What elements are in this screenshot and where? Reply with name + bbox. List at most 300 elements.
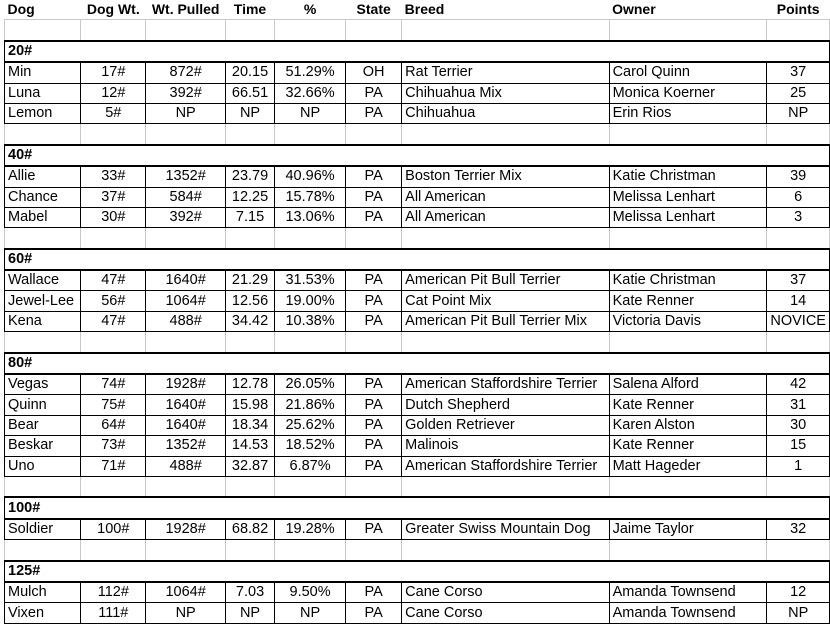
cell-dog: Uno xyxy=(5,456,81,476)
cell-owner: Monica Koerner xyxy=(609,83,767,103)
column-header-weight-pulled: Wt. Pulled xyxy=(146,0,226,20)
spacer-cell xyxy=(402,20,609,41)
cell-dog: Allie xyxy=(5,166,81,187)
cell-weight-pulled: 1064# xyxy=(146,291,226,311)
spacer-cell xyxy=(402,540,609,561)
cell-weight-pulled: NP xyxy=(146,603,226,623)
weight-class-label: 20# xyxy=(5,41,81,62)
weight-class-filler xyxy=(81,353,146,374)
cell-owner: Melissa Lenhart xyxy=(609,207,767,227)
spacer-cell xyxy=(346,124,402,145)
cell-time: 21.29 xyxy=(226,270,275,291)
weight-class-filler xyxy=(609,41,767,62)
weight-class-filler xyxy=(226,145,275,166)
cell-breed: All American xyxy=(402,187,609,207)
spacer-cell xyxy=(5,124,81,145)
table-row xyxy=(5,103,830,123)
cell-owner: Victoria Davis xyxy=(609,311,767,331)
spacer-cell xyxy=(5,228,81,249)
cell-breed: Cat Point Mix xyxy=(402,291,609,311)
spacer-row xyxy=(5,332,830,353)
table-row xyxy=(5,291,830,311)
cell-time: 20.15 xyxy=(226,62,275,83)
spacer-cell xyxy=(81,332,146,353)
spacer-row xyxy=(5,476,830,497)
cell-owner: Katie Christman xyxy=(609,270,767,291)
weight-class-filler xyxy=(402,145,609,166)
cell-weight-pulled: 872# xyxy=(146,62,226,83)
weight-class-row xyxy=(5,249,830,270)
weight-class-filler xyxy=(81,41,146,62)
spacer-cell xyxy=(402,124,609,145)
cell-weight-pulled: 1928# xyxy=(146,374,226,395)
column-header-dog: Dog xyxy=(5,0,81,20)
cell-percent: 26.05% xyxy=(274,374,345,395)
cell-time: 23.79 xyxy=(226,166,275,187)
spacer-cell xyxy=(346,476,402,497)
weight-class-row xyxy=(5,497,830,518)
spacer-cell xyxy=(346,540,402,561)
cell-dog: Soldier xyxy=(5,519,81,540)
cell-breed: American Staffordshire Terrier xyxy=(402,456,609,476)
spacer-row xyxy=(5,20,830,41)
cell-weight-pulled: 1352# xyxy=(146,166,226,187)
results-table-body xyxy=(5,0,830,623)
weight-class-filler xyxy=(402,249,609,270)
weight-class-filler xyxy=(226,41,275,62)
cell-dog-weight: 12# xyxy=(81,83,146,103)
cell-time: 14.53 xyxy=(226,436,275,456)
weight-class-filler xyxy=(402,497,609,518)
weight-class-filler xyxy=(146,561,226,582)
results-table xyxy=(4,0,830,624)
cell-percent: 18.52% xyxy=(274,436,345,456)
spacer-cell xyxy=(146,124,226,145)
spacer-row xyxy=(5,540,830,561)
cell-percent: 31.53% xyxy=(274,270,345,291)
spacer-cell xyxy=(609,540,767,561)
weight-class-filler xyxy=(146,41,226,62)
weight-class-filler xyxy=(226,249,275,270)
cell-points: 1 xyxy=(767,456,830,476)
spacer-cell xyxy=(767,332,830,353)
weight-class-filler xyxy=(402,353,609,374)
cell-points: 14 xyxy=(767,291,830,311)
spacer-cell xyxy=(226,540,275,561)
weight-class-filler xyxy=(274,353,345,374)
cell-dog-weight: 73# xyxy=(81,436,146,456)
spacer-cell xyxy=(146,476,226,497)
weight-class-filler xyxy=(274,145,345,166)
spacer-cell xyxy=(609,476,767,497)
cell-dog: Mulch xyxy=(5,582,81,603)
spacer-cell xyxy=(146,20,226,41)
cell-owner: Jaime Taylor xyxy=(609,519,767,540)
cell-dog: Bear xyxy=(5,415,81,435)
weight-class-filler xyxy=(346,353,402,374)
cell-weight-pulled: 1640# xyxy=(146,270,226,291)
spacer-cell xyxy=(5,540,81,561)
table-row xyxy=(5,207,830,227)
table-row xyxy=(5,187,830,207)
cell-percent: 6.87% xyxy=(274,456,345,476)
cell-state: PA xyxy=(346,436,402,456)
weight-class-label: 60# xyxy=(5,249,81,270)
spacer-cell xyxy=(274,476,345,497)
cell-dog: Lemon xyxy=(5,103,81,123)
table-row xyxy=(5,519,830,540)
cell-weight-pulled: 1640# xyxy=(146,415,226,435)
spacer-cell xyxy=(81,228,146,249)
weight-class-label: 80# xyxy=(5,353,81,374)
cell-state: PA xyxy=(346,519,402,540)
cell-breed: Greater Swiss Mountain Dog xyxy=(402,519,609,540)
cell-owner: Melissa Lenhart xyxy=(609,187,767,207)
cell-percent: 25.62% xyxy=(274,415,345,435)
cell-dog-weight: 17# xyxy=(81,62,146,83)
cell-state: PA xyxy=(346,603,402,623)
column-header-breed: Breed xyxy=(402,0,609,20)
cell-breed: Boston Terrier Mix xyxy=(402,166,609,187)
cell-weight-pulled: 488# xyxy=(146,456,226,476)
cell-weight-pulled: 584# xyxy=(146,187,226,207)
spacer-cell xyxy=(402,332,609,353)
cell-breed: Chihuahua xyxy=(402,103,609,123)
table-row xyxy=(5,62,830,83)
cell-dog-weight: 5# xyxy=(81,103,146,123)
cell-time: 18.34 xyxy=(226,415,275,435)
weight-class-filler xyxy=(226,497,275,518)
cell-points: 25 xyxy=(767,83,830,103)
table-row xyxy=(5,166,830,187)
cell-dog-weight: 100# xyxy=(81,519,146,540)
cell-time: 15.98 xyxy=(226,395,275,415)
spacer-cell xyxy=(146,540,226,561)
spacer-cell xyxy=(609,124,767,145)
cell-breed: American Pit Bull Terrier xyxy=(402,270,609,291)
spacer-cell xyxy=(81,124,146,145)
spacer-cell xyxy=(609,20,767,41)
weight-class-filler xyxy=(274,561,345,582)
cell-dog: Quinn xyxy=(5,395,81,415)
cell-dog-weight: 64# xyxy=(81,415,146,435)
spacer-cell xyxy=(767,124,830,145)
cell-points: NP xyxy=(767,603,830,623)
spacer-row xyxy=(5,228,830,249)
cell-dog-weight: 112# xyxy=(81,582,146,603)
weight-class-filler xyxy=(346,249,402,270)
cell-dog-weight: 74# xyxy=(81,374,146,395)
weight-class-filler xyxy=(767,41,830,62)
cell-owner: Amanda Townsend xyxy=(609,582,767,603)
table-row xyxy=(5,311,830,331)
weight-class-row xyxy=(5,145,830,166)
cell-owner: Katie Christman xyxy=(609,166,767,187)
cell-dog-weight: 56# xyxy=(81,291,146,311)
cell-time: 32.87 xyxy=(226,456,275,476)
cell-state: OH xyxy=(346,62,402,83)
spacer-cell xyxy=(5,332,81,353)
cell-dog: Vixen xyxy=(5,603,81,623)
cell-points: 12 xyxy=(767,582,830,603)
spacer-cell xyxy=(402,228,609,249)
cell-points: 15 xyxy=(767,436,830,456)
weight-class-filler xyxy=(346,561,402,582)
cell-owner: Erin Rios xyxy=(609,103,767,123)
weight-class-filler xyxy=(146,497,226,518)
weight-class-filler xyxy=(81,497,146,518)
cell-state: PA xyxy=(346,207,402,227)
cell-state: PA xyxy=(346,83,402,103)
cell-owner: Kate Renner xyxy=(609,395,767,415)
spacer-cell xyxy=(226,228,275,249)
spacer-cell xyxy=(274,228,345,249)
table-row xyxy=(5,395,830,415)
cell-percent: 32.66% xyxy=(274,83,345,103)
cell-owner: Karen Alston xyxy=(609,415,767,435)
cell-dog: Vegas xyxy=(5,374,81,395)
spacer-cell xyxy=(146,228,226,249)
weight-class-filler xyxy=(767,561,830,582)
spacer-cell xyxy=(767,540,830,561)
cell-time: 7.15 xyxy=(226,207,275,227)
cell-percent: 21.86% xyxy=(274,395,345,415)
cell-dog-weight: 71# xyxy=(81,456,146,476)
cell-weight-pulled: 1640# xyxy=(146,395,226,415)
cell-breed: American Pit Bull Terrier Mix xyxy=(402,311,609,331)
spacer-cell xyxy=(609,332,767,353)
table-row xyxy=(5,270,830,291)
weight-class-filler xyxy=(346,497,402,518)
cell-dog: Beskar xyxy=(5,436,81,456)
cell-state: PA xyxy=(346,374,402,395)
cell-time: 34.42 xyxy=(226,311,275,331)
cell-percent: 19.00% xyxy=(274,291,345,311)
spacer-cell xyxy=(402,476,609,497)
cell-points: 30 xyxy=(767,415,830,435)
weight-class-filler xyxy=(767,249,830,270)
weight-class-filler xyxy=(767,145,830,166)
table-row xyxy=(5,436,830,456)
weight-class-label: 100# xyxy=(5,497,81,518)
cell-time: 12.56 xyxy=(226,291,275,311)
column-header-owner: Owner xyxy=(609,0,767,20)
cell-dog: Min xyxy=(5,62,81,83)
weight-class-row xyxy=(5,41,830,62)
cell-time: 12.25 xyxy=(226,187,275,207)
spacer-cell xyxy=(226,332,275,353)
cell-owner: Kate Renner xyxy=(609,291,767,311)
cell-breed: Golden Retriever xyxy=(402,415,609,435)
weight-class-filler xyxy=(402,41,609,62)
table-row xyxy=(5,83,830,103)
column-header-dog-weight: Dog Wt. xyxy=(81,0,146,20)
cell-owner: Matt Hageder xyxy=(609,456,767,476)
column-header-time: Time xyxy=(226,0,275,20)
cell-breed: Chihuahua Mix xyxy=(402,83,609,103)
weight-class-filler xyxy=(146,145,226,166)
cell-dog: Jewel-Lee xyxy=(5,291,81,311)
cell-percent: NP xyxy=(274,103,345,123)
weight-class-filler xyxy=(609,497,767,518)
cell-breed: Malinois xyxy=(402,436,609,456)
cell-state: PA xyxy=(346,415,402,435)
weight-class-filler xyxy=(767,353,830,374)
cell-state: PA xyxy=(346,456,402,476)
cell-weight-pulled: 488# xyxy=(146,311,226,331)
cell-breed: Rat Terrier xyxy=(402,62,609,83)
table-row xyxy=(5,456,830,476)
spacer-cell xyxy=(274,332,345,353)
weight-class-row xyxy=(5,561,830,582)
cell-state: PA xyxy=(346,291,402,311)
column-header-percent: % xyxy=(274,0,345,20)
cell-owner: Kate Renner xyxy=(609,436,767,456)
cell-points: 37 xyxy=(767,270,830,291)
cell-time: 7.03 xyxy=(226,582,275,603)
cell-breed: American Staffordshire Terrier xyxy=(402,374,609,395)
table-row xyxy=(5,582,830,603)
cell-state: PA xyxy=(346,582,402,603)
spacer-cell xyxy=(81,476,146,497)
spacer-cell xyxy=(81,20,146,41)
weight-class-filler xyxy=(226,561,275,582)
cell-dog-weight: 37# xyxy=(81,187,146,207)
cell-percent: 9.50% xyxy=(274,582,345,603)
spacer-cell xyxy=(226,20,275,41)
spacer-cell xyxy=(5,20,81,41)
cell-time: 68.82 xyxy=(226,519,275,540)
spacer-cell xyxy=(146,332,226,353)
cell-breed: All American xyxy=(402,207,609,227)
cell-dog: Kena xyxy=(5,311,81,331)
cell-time: 12.78 xyxy=(226,374,275,395)
weight-class-filler xyxy=(609,561,767,582)
cell-weight-pulled: 392# xyxy=(146,83,226,103)
cell-dog-weight: 111# xyxy=(81,603,146,623)
spacer-cell xyxy=(767,20,830,41)
cell-dog: Mabel xyxy=(5,207,81,227)
cell-percent: NP xyxy=(274,603,345,623)
cell-weight-pulled: 392# xyxy=(146,207,226,227)
cell-time: 66.51 xyxy=(226,83,275,103)
cell-percent: 15.78% xyxy=(274,187,345,207)
cell-state: PA xyxy=(346,166,402,187)
spacer-cell xyxy=(274,124,345,145)
spacer-cell xyxy=(767,228,830,249)
spacer-cell xyxy=(767,476,830,497)
cell-state: PA xyxy=(346,311,402,331)
spacer-cell xyxy=(274,20,345,41)
cell-percent: 19.28% xyxy=(274,519,345,540)
cell-percent: 51.29% xyxy=(274,62,345,83)
spacer-row xyxy=(5,124,830,145)
cell-owner: Amanda Townsend xyxy=(609,603,767,623)
cell-state: PA xyxy=(346,187,402,207)
table-row xyxy=(5,374,830,395)
weight-class-filler xyxy=(274,497,345,518)
spacer-cell xyxy=(609,228,767,249)
table-row xyxy=(5,415,830,435)
cell-breed: Dutch Shepherd xyxy=(402,395,609,415)
cell-weight-pulled: NP xyxy=(146,103,226,123)
cell-percent: 10.38% xyxy=(274,311,345,331)
spacer-cell xyxy=(5,476,81,497)
cell-dog: Chance xyxy=(5,187,81,207)
cell-owner: Salena Alford xyxy=(609,374,767,395)
weight-class-label: 125# xyxy=(5,561,81,582)
spacer-cell xyxy=(346,332,402,353)
weight-class-filler xyxy=(609,145,767,166)
weight-class-filler xyxy=(346,145,402,166)
cell-dog-weight: 75# xyxy=(81,395,146,415)
spacer-cell xyxy=(226,124,275,145)
weight-class-row xyxy=(5,353,830,374)
header-row xyxy=(5,0,830,20)
weight-class-label: 40# xyxy=(5,145,81,166)
cell-state: PA xyxy=(346,270,402,291)
spacer-cell xyxy=(346,228,402,249)
weight-class-filler xyxy=(81,145,146,166)
cell-dog-weight: 30# xyxy=(81,207,146,227)
cell-dog-weight: 33# xyxy=(81,166,146,187)
cell-dog: Luna xyxy=(5,83,81,103)
weight-class-filler xyxy=(609,353,767,374)
cell-time: NP xyxy=(226,103,275,123)
cell-points: 31 xyxy=(767,395,830,415)
cell-points: NOVICE xyxy=(767,311,830,331)
weight-class-filler xyxy=(274,41,345,62)
weight-class-filler xyxy=(146,353,226,374)
cell-weight-pulled: 1064# xyxy=(146,582,226,603)
cell-owner: Carol Quinn xyxy=(609,62,767,83)
weight-class-filler xyxy=(274,249,345,270)
weight-class-filler xyxy=(609,249,767,270)
weight-class-filler xyxy=(81,249,146,270)
cell-points: 32 xyxy=(767,519,830,540)
cell-dog-weight: 47# xyxy=(81,270,146,291)
cell-state: PA xyxy=(346,103,402,123)
cell-percent: 13.06% xyxy=(274,207,345,227)
spacer-cell xyxy=(274,540,345,561)
cell-percent: 40.96% xyxy=(274,166,345,187)
cell-points: 37 xyxy=(767,62,830,83)
cell-dog: Wallace xyxy=(5,270,81,291)
cell-weight-pulled: 1928# xyxy=(146,519,226,540)
weight-class-filler xyxy=(81,561,146,582)
column-header-points: Points xyxy=(767,0,830,20)
weight-class-filler xyxy=(346,41,402,62)
column-header-state: State xyxy=(346,0,402,20)
cell-dog-weight: 47# xyxy=(81,311,146,331)
weight-class-filler xyxy=(146,249,226,270)
cell-points: 3 xyxy=(767,207,830,227)
spacer-cell xyxy=(81,540,146,561)
cell-points: 39 xyxy=(767,166,830,187)
cell-state: PA xyxy=(346,395,402,415)
table-row xyxy=(5,603,830,623)
spacer-cell xyxy=(346,20,402,41)
weight-class-filler xyxy=(226,353,275,374)
cell-points: 6 xyxy=(767,187,830,207)
cell-points: 42 xyxy=(767,374,830,395)
spacer-cell xyxy=(226,476,275,497)
cell-breed: Cane Corso xyxy=(402,603,609,623)
cell-points: NP xyxy=(767,103,830,123)
weight-class-filler xyxy=(402,561,609,582)
cell-weight-pulled: 1352# xyxy=(146,436,226,456)
weight-class-filler xyxy=(767,497,830,518)
